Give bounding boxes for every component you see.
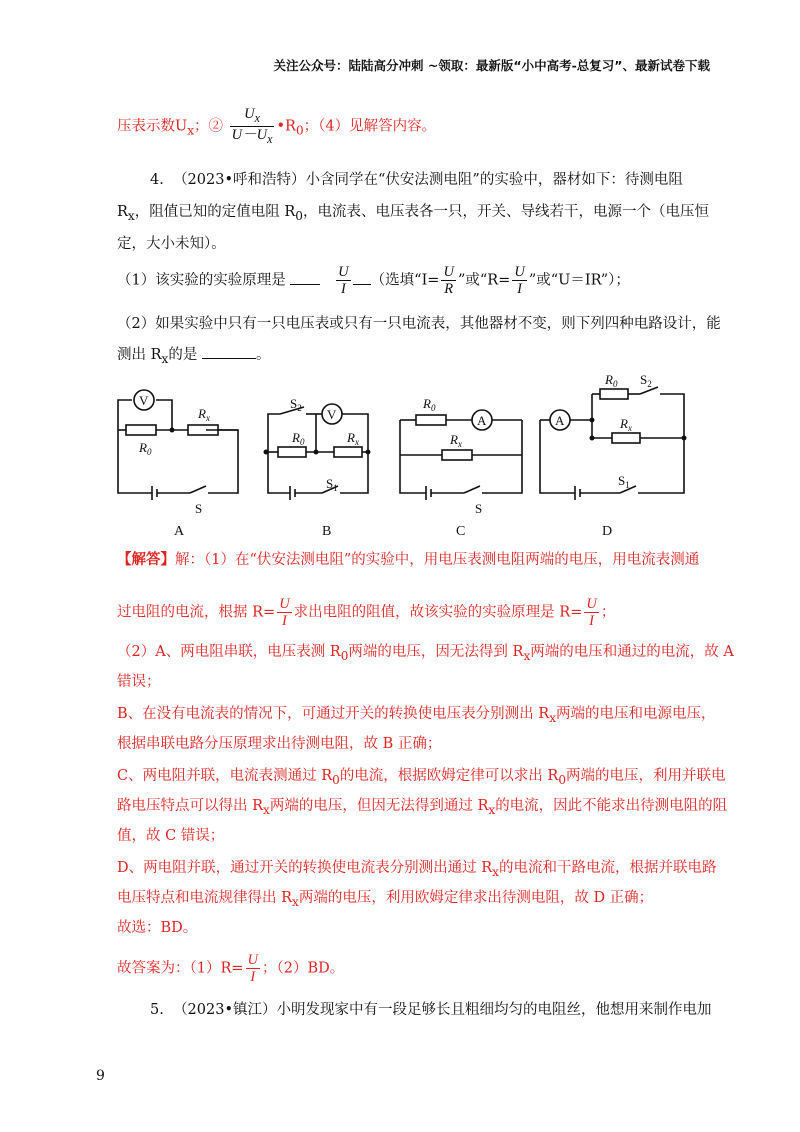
svg-text:R0: $R_0$ — [605, 372, 618, 389]
svg-text:S2: $S_2$ — [640, 372, 652, 389]
svg-text:S: S — [195, 501, 203, 516]
page-number: 9 — [96, 1068, 105, 1084]
svg-text:Rx: $R_x$ — [198, 406, 210, 423]
solution-line4: 错误； — [117, 674, 161, 690]
solution-line10: D、两电阻并联，通过开关的转换使电流表分别测出通过 $R_x$的电流和干路电流，根据并联电路 — [117, 860, 717, 879]
svg-text:A: A — [477, 413, 487, 428]
junction-dots — [170, 418, 687, 455]
prev-answer-line: 压表示数$U_x$；② $\frac{U_x}{U-U_x}$ $•R_0$；（4）见解答内容。 — [117, 106, 437, 146]
solution-line7: C、两电阻并联，电流表测通过 $R_0$的电流，根据欧姆定律可以求出 $R_0$两端的电压，利用并联电 — [117, 768, 726, 787]
fraction: $\frac{U_x}{U-U_x}$ — [231, 106, 273, 146]
circuit-a — [118, 390, 238, 500]
svg-text:R0: $R_0$ — [292, 430, 305, 447]
svg-text:R0: $R_0$ — [139, 440, 152, 457]
q4-part1: （1）该实验的实验原理是 $\frac{U}{I}$ （选填“I= $\frac{U}{R}$ ”或“R= $\frac{U}{I}$ ”或“U＝IR”）； — [117, 264, 630, 297]
solution-line12: 故选：BD。 — [117, 920, 198, 936]
q4-line1: 4. （2023•呼和浩特）小含同学在“伏安法测电阻”的实验中，器材如下：待测电阻 — [150, 172, 683, 188]
q4-line3: 定，大小未知）。 — [117, 236, 226, 252]
circuit-label-b: B — [322, 524, 332, 539]
solution-line11: 电压特点和电流规律得出 $R_x$两端的电压，利用欧姆定律求出待测电阻，故 D 正确； — [117, 890, 654, 909]
solution-line2: 过电阻的电流，根据 R= $\frac{U}{I}$ 求出电阻的阻值，故该实验的实验原理是 R= $\frac{U}{I}$ ； — [117, 596, 616, 629]
circuit-d — [540, 387, 684, 500]
solution-line8: 路电压特点可以得出 $R_x$两端的电压，但因无法得到通过 $R_x$的电流，因此不能求出待测电阻的阻 — [117, 798, 728, 817]
solution-line9: 值，故 C 错误； — [117, 828, 225, 844]
svg-text:A: A — [555, 413, 565, 428]
solution-line1: 【解答】解：（1）在“伏安法测电阻”的实验中，用电压表测电阻两端的电压，用电流表测通 — [117, 551, 700, 568]
answer-fraction: $\frac{U}{I}$ — [338, 264, 349, 297]
solution-line3: （2）A、两电阻串联，电压表测 $R_0$两端的电压，因无法得到 $R_x$两端的电压和通过的电流，故 A — [117, 644, 734, 663]
svg-text:S1: $S_1$ — [326, 476, 338, 493]
svg-text:S2: $S_2$ — [290, 396, 302, 413]
solution-line6: 根据串联电路分压原理求出待测电阻，故 B 正确； — [117, 736, 442, 752]
circuit-diagrams — [100, 370, 720, 545]
solution-line5: B、在没有电流表的情况下，可通过开关的转换使电压表分别测出 $R_x$两端的电压和电源电压， — [117, 706, 716, 725]
svg-text:R0: $R_0$ — [423, 396, 436, 413]
q5-line1: 5. （2023•镇江）小明发现家中有一段足够长且粗细均匀的电阻丝，他想用来制作电加 — [150, 1002, 712, 1018]
svg-text:Rx: $R_x$ — [620, 416, 632, 433]
q4-part2-line2: 测出 $R_x$的是 。 — [117, 344, 270, 369]
svg-text:S: S — [475, 501, 483, 516]
svg-text:S1: $S_1$ — [618, 473, 630, 490]
circuit-label-d: D — [602, 524, 613, 539]
svg-text:Rx: $R_x$ — [450, 432, 462, 449]
solution-answer: 故答案为：（1）R= $\frac{U}{I}$ ；（2）BD。 — [117, 952, 345, 985]
circuit-label-a: A — [174, 524, 185, 539]
page-header: 关注公众号：陆陆高分冲刺 ~领取：最新版“小中高考-总复习”、最新试卷下载 — [273, 58, 710, 73]
q4-line2: $R_x$，阻值已知的定值电阻 $R_0$，电流表、电压表各一只，开关、导线若干，电源一个（电压恒 — [117, 204, 709, 223]
circuit-letters — [174, 524, 612, 539]
voltmeter-label-a: V — [139, 393, 149, 408]
svg-text:Rx: $R_x$ — [347, 430, 359, 447]
q4-part2-line1: （2）如果实验中只有一只电压表或只有一只电流表，其他器材不变，则下列四种电路设计，能 — [117, 316, 721, 332]
circuit-label-c: C — [456, 524, 466, 539]
circuit-c — [400, 410, 522, 500]
svg-text:V: V — [327, 407, 337, 422]
